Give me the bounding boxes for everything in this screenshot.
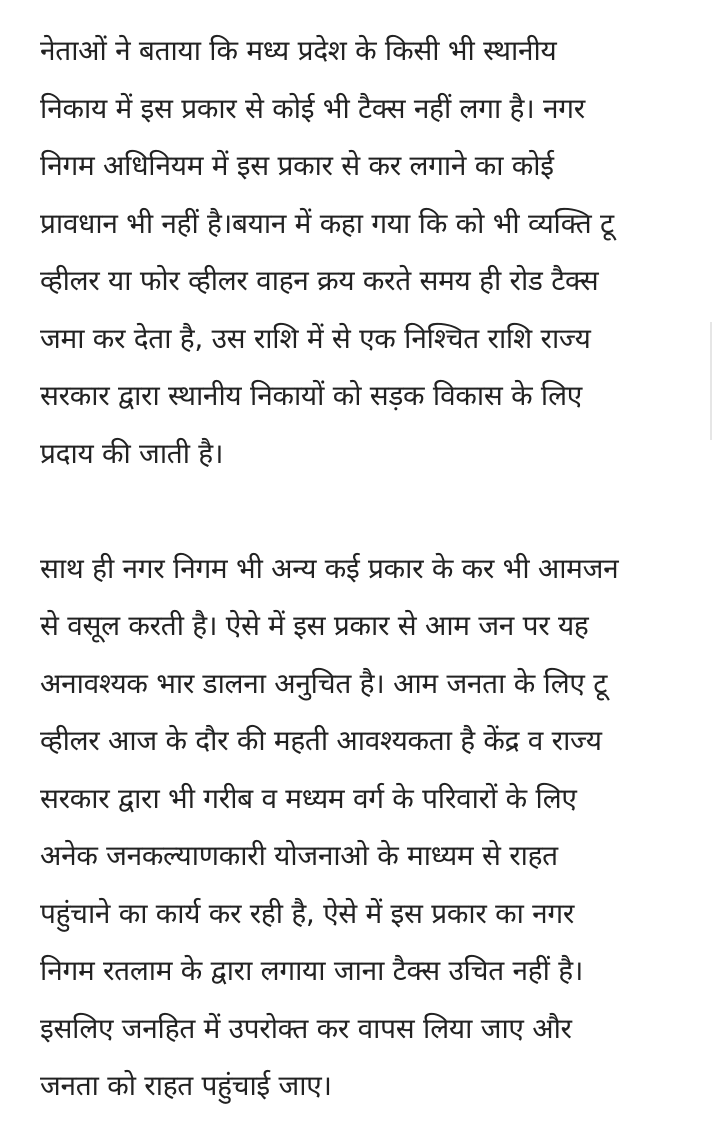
article-body (40, 22, 680, 1115)
text-line: सरकार द्वारा स्थानीय निकायों को सड़क विकास के लिए (40, 379, 582, 412)
text-line: व्हीलर या फोर व्हीलर वाहन क्रय करते समय ही रोड टैक्स (40, 264, 599, 297)
scroll-edge-divider (710, 322, 712, 440)
text-line: नेताओं ने बताया कि मध्य प्रदेश के किसी भी स्थानीय (40, 34, 557, 67)
text-line: प्रदाय की जाती है। (40, 436, 224, 470)
text-line: व्हीलर आज के दौर की महती आवश्यकता है केंद्र व राज्य (40, 724, 602, 757)
text-line: इसलिए जनहित में उपरोक्त कर वापस लिया जाए और (40, 1011, 572, 1045)
text-line: जनता को राहत पहुंचाई जाए। (40, 1069, 332, 1102)
text-line: से वसूल करती है। ऐसे में इस प्रकार से आम जन पर यह (40, 609, 589, 642)
text-line: सरकार द्वारा भी गरीब व मध्यम वर्ग के परिवारों के लिए (40, 781, 577, 815)
text-line: प्रावधान भी नहीं है।बयान में कहा गया कि को भी व्यक्ति टू (40, 206, 614, 240)
text-line: निकाय में इस प्रकार से कोई भी टैक्स नहीं लगा है। नगर (40, 91, 585, 125)
text-line: साथ ही नगर निगम भी अन्य कई प्रकार के कर भी आमजन (40, 551, 619, 585)
text-line: अनावश्यक भार डालना अनुचित है। आम जनता के लिए टू (40, 666, 608, 700)
text-line: जमा कर देता है, उस राशि में से एक निश्चित राशि राज्य (40, 321, 591, 355)
text-line: पहुंचाने का कार्य कर रही है, ऐसे में इस प्रकार का नगर (40, 896, 574, 930)
text-line: निगम रतलाम के द्वारा लगाया जाना टैक्स उचित नहीं है। (40, 954, 584, 987)
paragraph-1 (40, 22, 680, 482)
text-line: अनेक जनकल्याणकारी योजनाओ के माध्यम से राहत (40, 839, 558, 872)
paragraph-2 (40, 540, 680, 1115)
text-line: निगम अधिनियम में इस प्रकार से कर लगाने का कोई (40, 149, 554, 182)
paragraph-spacer (40, 482, 680, 540)
